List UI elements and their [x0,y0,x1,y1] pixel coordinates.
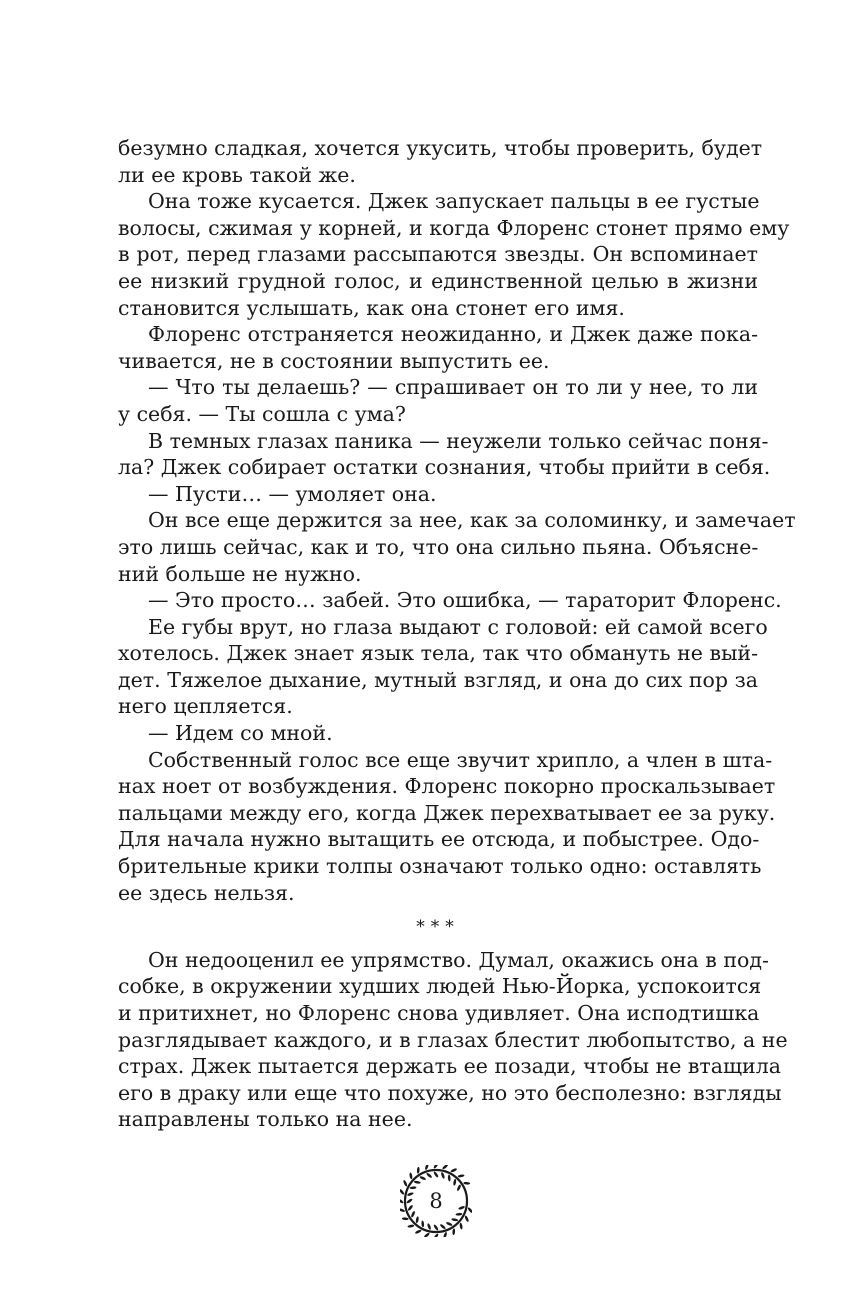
text-line: Для начала нужно вытащить ее отсюда, и побыстрее. Одо- [118,827,760,852]
text-line: Флоренс отстраняется неожиданно, и Джек даже пока- [148,322,758,347]
paragraph [118,321,758,374]
text-line: — Пусти… — умоляет она. [148,481,437,506]
text-line: волосы, сжимая у корней, и когда Флоренс стонет прямо ему [118,215,790,240]
paragraph [118,747,776,907]
scene-break: *** [416,917,460,938]
paragraph [118,374,758,427]
text-line: ний больше не нужно. [118,561,362,586]
text-line: — Что ты делаешь? — спрашивает он то ли у нее, то ли [148,375,758,400]
text-line: Ее губы врут, но глаза выдают с головой: ей самой всего [148,614,768,639]
paragraph [118,507,796,587]
text-line: и притихнет, но Флоренс снова удивляет. Она исподтишка [118,1001,760,1025]
text-line: собке, в окружении худших людей Нью-Йорка, успокоится [118,974,762,999]
text-line: — Это просто… забей. Это ошибка, — тараторит Флоренс. [148,588,782,613]
text-line: это лишь сейчас, как и то, что она сильно пьяна. Объяснe- [118,534,759,559]
paragraph [118,188,790,321]
text-line: ее низкий грудной голос, и единственной целью в жизни [118,268,758,293]
page-body [118,135,796,1133]
paragraph [118,614,768,720]
paragraph [118,720,758,747]
text-line: у себя. — Ты сошла с ума? [118,401,406,426]
text-line: хотелось. Джек знает язык тела, так что обмануть не вый- [118,641,758,666]
text-line: нах ноет от возбуждения. Флоренс покорно проскальзывает [118,774,776,799]
text-line: страх. Джек пытается держать ее позади, чтобы не втащила [118,1054,781,1079]
text-line: Собственный голос все еще звучит хрипло, а член в шта- [148,747,773,772]
text-line: дет. Тяжелое дыхание, мутный взгляд, и она до сих пор за [118,667,758,692]
text-line: ли ее кровь такой же. [118,162,356,187]
text-line: брительные крики толпы означают только одно: оставлять [118,854,762,879]
text-line: него цепляется. [118,694,293,719]
text-line: пальцами между его, когда Джек перехватывает ее за руку. [118,800,776,825]
page-folio [400,1165,472,1237]
paragraph [118,947,788,1133]
paragraph [118,135,763,188]
text-line: В темных глазах паника — неужели только сейчас поня- [148,428,769,453]
text-line: ее здесь нельзя. [118,880,295,905]
text-line: Он все еще держится за нее, как за соломинку, и замечает [148,508,796,533]
paragraph [118,587,782,614]
text-line: его в драку или еще что похуже, но это бесполезно: взгляды [118,1080,782,1105]
text-line: безумно сладкая, хочется укусить, чтобы проверить, будет [118,136,763,160]
text-line: Он недооценил ее упрямство. Думал, окажись она в под- [148,947,769,972]
paragraph [118,428,771,481]
text-line: направлены только на нее. [118,1107,413,1132]
text-line: чивается, не в состоянии выпустить ее. [118,348,550,373]
text-line: разглядывает каждого, и в глазах блестит любопытство, а не [118,1027,788,1052]
text-line: Она тоже кусается. Джек запускает пальцы в ее густые [148,189,760,214]
page-number: 8 [429,1189,443,1213]
text-line: в рот, перед глазами рассыпаются звезды. Он вспоминает [118,242,758,267]
text-line: становится услышать, как она стонет его имя. [118,295,625,320]
text-line: — Идем со мной. [148,721,333,746]
text-line: ла? Джек собирает остатки сознания, чтобы прийти в себя. [118,455,771,480]
paragraph [118,481,758,508]
